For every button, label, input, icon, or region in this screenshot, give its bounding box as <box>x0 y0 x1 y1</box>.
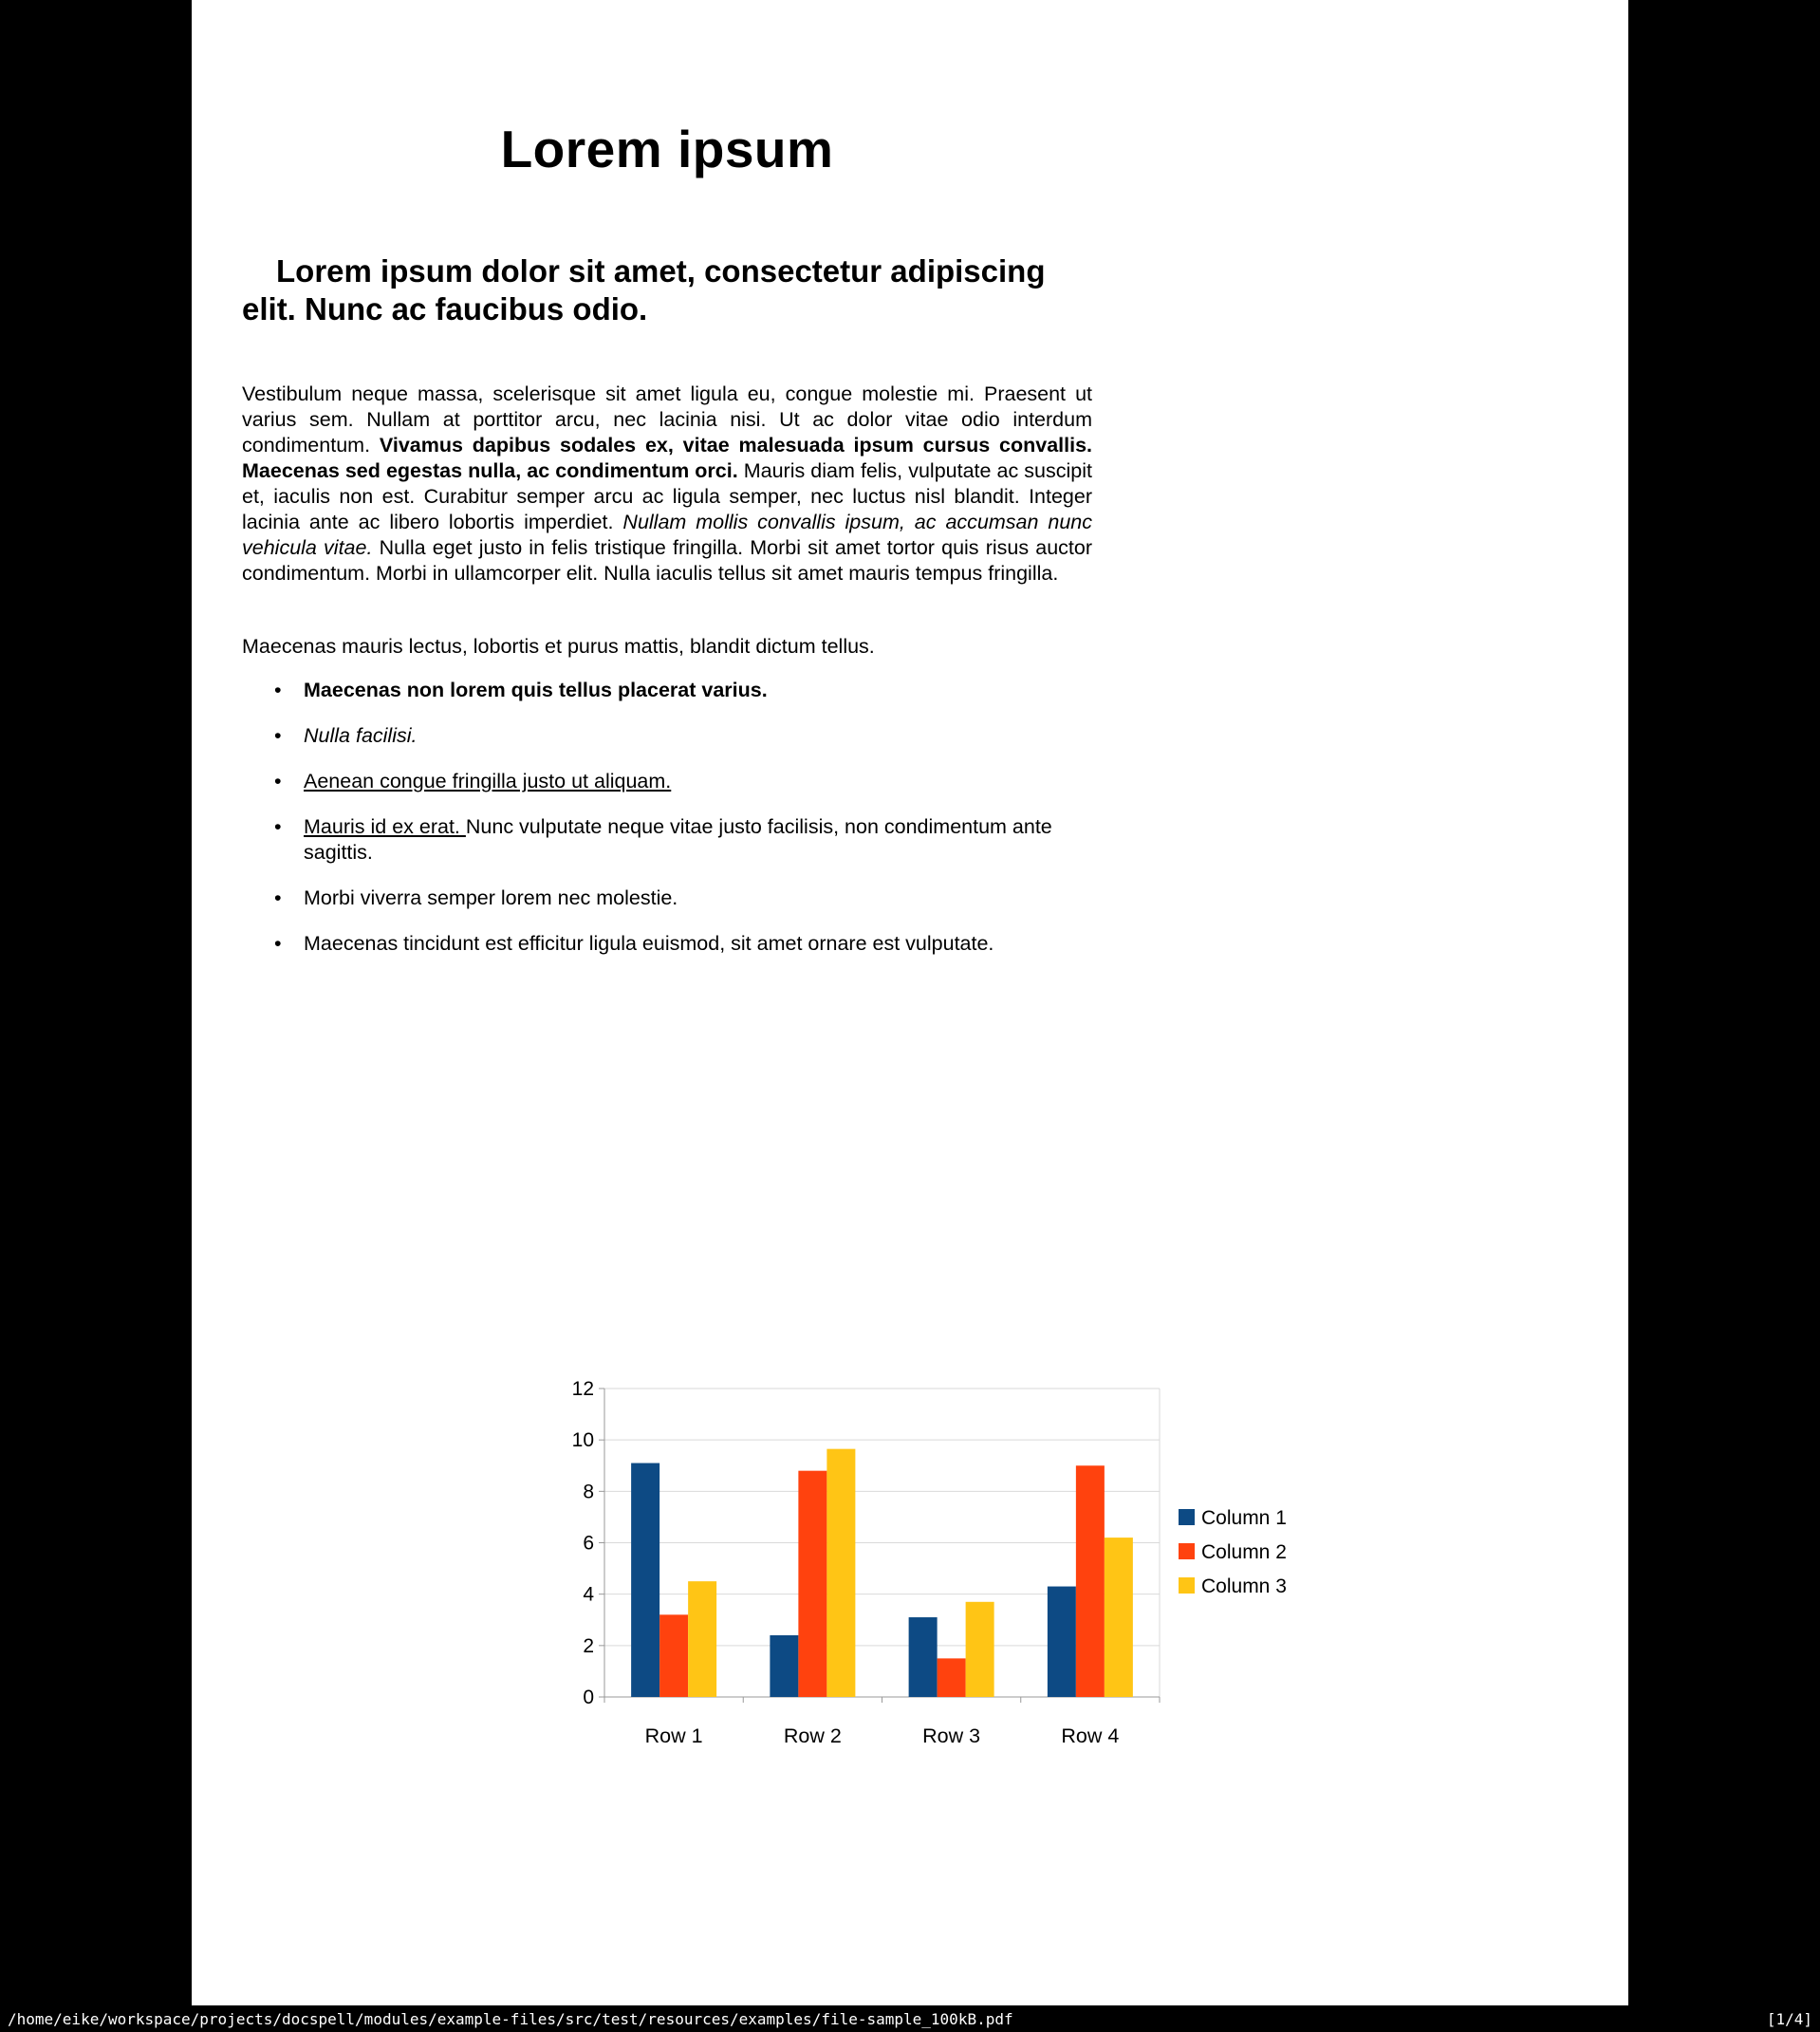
bar-column3-row4 <box>1105 1538 1133 1697</box>
document-chart <box>514 1365 1368 1773</box>
bullet-list <box>242 678 1092 977</box>
bar-chart-svg <box>514 1365 1368 1773</box>
text-segment-bold: Maecenas non lorem quis tellus placerat varius. <box>304 679 768 701</box>
legend-swatch-2 <box>1179 1543 1195 1559</box>
x-category-label: Row 4 <box>1061 1724 1120 1747</box>
bar-column1-row3 <box>909 1617 938 1697</box>
bullet-marker: • <box>274 770 282 792</box>
page-title: Lorem ipsum <box>500 120 834 178</box>
text-segment-normal: Nulla eget justo in felis tristique fringilla. Morbi sit amet tortor quis risus auctor condimentum. Morbi in ullamcorper elit. Nulla iaculis tellus sit amet mauris tempus fringilla. <box>242 536 1093 585</box>
text-segment-underline: Aenean congue fringilla justo ut aliquam. <box>304 770 672 792</box>
x-category-label: Row 1 <box>644 1724 703 1747</box>
bullet-text <box>304 931 1092 957</box>
legend-label-2: Column 2 <box>1201 1541 1287 1563</box>
bar-column2-row4 <box>1076 1465 1105 1697</box>
second-paragraph: Maecenas mauris lectus, lobortis et purus mattis, blandit dictum tellus. <box>242 635 875 658</box>
bullet-item <box>242 886 1092 911</box>
chart-y-tick-labels <box>572 1378 595 1708</box>
y-tick-label: 4 <box>583 1583 594 1606</box>
text-segment-normal: Vestibulum neque massa, scelerisque sit amet ligula eu, congue molestie mi. Praesent ut varius sem. Nullam at porttitor arcu, nec lacinia nisi. Ut ac dolor vitae odio interdum condimentum. <box>242 382 1092 457</box>
chart-x-labels <box>645 1724 1120 1747</box>
legend-swatch-1 <box>1179 1509 1195 1525</box>
x-category-label: Row 3 <box>922 1724 981 1747</box>
legend-label-1: Column 1 <box>1201 1507 1287 1529</box>
y-tick-label: 0 <box>583 1687 594 1708</box>
bar-column2-row2 <box>798 1471 826 1697</box>
bullet-item <box>242 678 1092 703</box>
bar-column3-row1 <box>688 1581 716 1697</box>
bullet-text <box>304 886 1092 911</box>
x-category-label: Row 2 <box>783 1724 842 1747</box>
chart-bars <box>631 1449 1133 1697</box>
bar-column1-row2 <box>770 1635 798 1697</box>
legend-swatch-3 <box>1179 1577 1195 1594</box>
intro-paragraph <box>242 382 1092 587</box>
legend-label-3: Column 3 <box>1201 1575 1287 1597</box>
bullet-item <box>242 769 1092 794</box>
bullet-item <box>242 931 1092 957</box>
y-tick-label: 6 <box>583 1532 594 1555</box>
text-segment-italic: Nullam mollis convallis ipsum, ac accumsan nunc vehicula vitae. <box>242 511 1092 559</box>
text-segment-normal: Mauris diam felis, vulputate ac suscipit et, iaculis non est. Curabitur semper arcu ac ligula semper, nec luctus nisl blandit. Integer lacinia ante ac libero lobortis imperdiet. <box>242 459 1092 533</box>
bar-column2-row3 <box>938 1658 966 1697</box>
bar-column1-row1 <box>631 1463 659 1697</box>
text-segment-bold: Vivamus dapibus sodales ex, vitae malesuada ipsum cursus convallis. Maecenas sed egestas nulla, ac condimentum orci. <box>242 434 1093 482</box>
y-tick-label: 10 <box>571 1429 594 1452</box>
bullet-text <box>304 678 1092 703</box>
bar-column2-row1 <box>659 1614 688 1697</box>
bullet-marker: • <box>274 724 282 747</box>
text-segment-italic: Nulla facilisi. <box>304 724 418 747</box>
text-segment-normal: Maecenas tincidunt est efficitur ligula euismod, sit amet ornare est vulputate. <box>304 932 994 955</box>
bullet-marker: • <box>274 815 282 838</box>
text-segment-underline: Mauris id ex erat. <box>304 815 466 838</box>
bullet-marker: • <box>274 886 282 909</box>
bullet-marker: • <box>274 932 282 955</box>
bullet-text <box>304 814 1092 866</box>
bullet-item <box>242 814 1092 866</box>
document-subtitle: Lorem ipsum dolor sit amet, consectetur adipiscing elit. Nunc ac faucibus odio. <box>242 253 1046 326</box>
document-page[interactable] <box>192 0 1628 2005</box>
bullet-item <box>242 723 1092 749</box>
y-tick-label: 12 <box>571 1378 594 1400</box>
y-tick-label: 2 <box>583 1634 594 1657</box>
statusbar-page-indicator: [1/4] <box>1766 2009 1812 2028</box>
bar-column3-row2 <box>826 1449 855 1697</box>
bar-column1-row4 <box>1048 1587 1076 1697</box>
bullet-marker: • <box>274 679 282 701</box>
bullet-text <box>304 723 1092 749</box>
chart-legend <box>1179 1507 1287 1597</box>
text-segment-normal: Nunc vulputate neque vitae justo facilisis, non condimentum ante sagittis. <box>304 815 1052 864</box>
statusbar-file-path: /home/eike/workspace/projects/docspell/modules/example-files/src/test/resources/examples/file-sample_100kB.pdf <box>8 2009 1013 2028</box>
y-tick-label: 8 <box>583 1481 594 1503</box>
bullet-text <box>304 769 1092 794</box>
bar-column3-row3 <box>966 1602 994 1697</box>
text-segment-normal: Morbi viverra semper lorem nec molestie. <box>304 886 678 909</box>
statusbar <box>0 2005 1820 2032</box>
